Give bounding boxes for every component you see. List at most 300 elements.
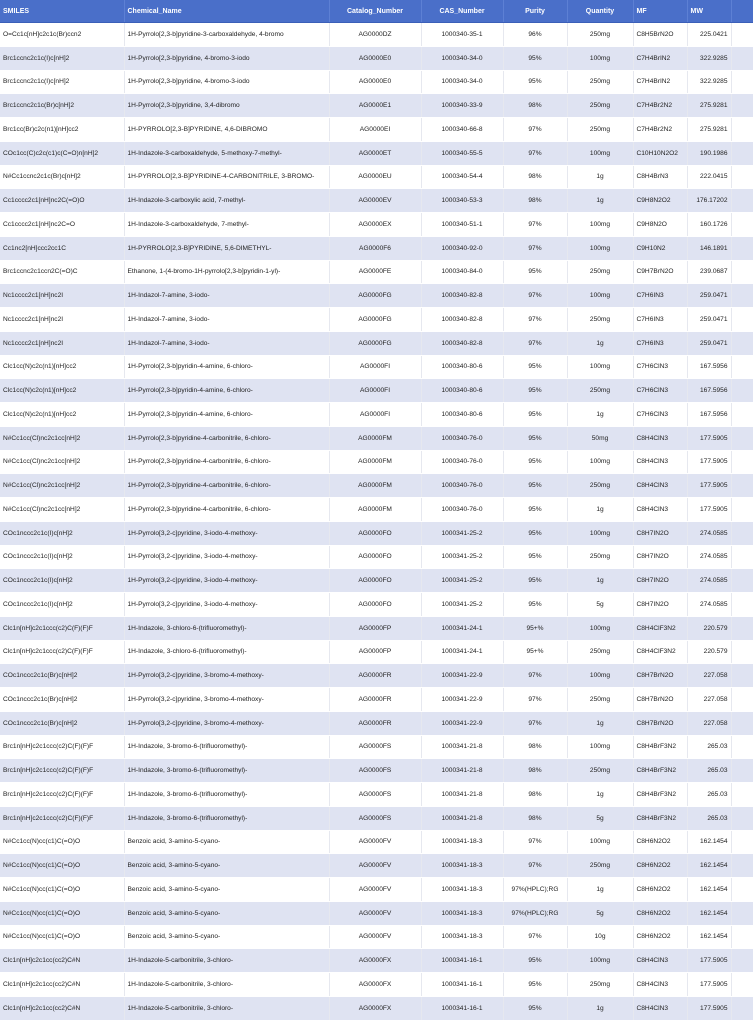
cell-mf[interactable]: C7H4BrIN2 xyxy=(633,46,687,70)
cell-mf[interactable]: C8H7IN2O xyxy=(633,593,687,617)
cell-cas-number[interactable]: 1000341-21-8 xyxy=(421,806,503,830)
cell-catalog-number[interactable]: AG0000FM xyxy=(329,426,421,450)
cell-smiles[interactable]: COc1nccc2c1c(I)c[nH]2 xyxy=(0,521,124,545)
cell-chemical-name[interactable]: 1H-Pyrrolo[2,3-b]pyridine, 4-bromo-3-iodo xyxy=(124,46,329,70)
cell-quantity[interactable]: 250mg xyxy=(567,118,633,142)
cell-cas-number[interactable]: 1000340-84-0 xyxy=(421,260,503,284)
cell-cas-number[interactable]: 1000340-76-0 xyxy=(421,450,503,474)
cell-purity[interactable]: 95+% xyxy=(503,640,567,664)
cell-catalog-number[interactable]: AG0000FG xyxy=(329,284,421,308)
cell-quantity[interactable]: 250mg xyxy=(567,688,633,712)
cell-empty[interactable] xyxy=(731,949,753,973)
cell-mw[interactable]: 177.5905 xyxy=(687,996,731,1020)
cell-quantity[interactable]: 5g xyxy=(567,806,633,830)
cell-quantity[interactable]: 100mg xyxy=(567,284,633,308)
cell-cas-number[interactable]: 1000340-54-4 xyxy=(421,165,503,189)
cell-chemical-name[interactable]: 1H-Pyrrolo[2,3-b]pyridin-4-amine, 6-chloro- xyxy=(124,379,329,403)
cell-purity[interactable]: 95% xyxy=(503,996,567,1020)
cell-empty[interactable] xyxy=(731,711,753,735)
cell-cas-number[interactable]: 1000341-24-1 xyxy=(421,616,503,640)
cell-quantity[interactable]: 100mg xyxy=(567,450,633,474)
cell-mf[interactable]: C8H4ClN3 xyxy=(633,498,687,522)
cell-chemical-name[interactable]: 1H-Pyrrolo[3,2-c]pyridine, 3-bromo-4-methoxy- xyxy=(124,711,329,735)
cell-catalog-number[interactable]: AG0000E1 xyxy=(329,94,421,118)
cell-purity[interactable]: 95% xyxy=(503,498,567,522)
cell-smiles[interactable]: Brc1cc(Br)c2c(n1)[nH]cc2 xyxy=(0,118,124,142)
cell-cas-number[interactable]: 1000341-18-3 xyxy=(421,830,503,854)
cell-catalog-number[interactable]: AG0000FP xyxy=(329,616,421,640)
cell-catalog-number[interactable]: AG0000FI xyxy=(329,355,421,379)
cell-purity[interactable]: 98% xyxy=(503,735,567,759)
cell-purity[interactable]: 97% xyxy=(503,830,567,854)
cell-catalog-number[interactable]: AG0000FM xyxy=(329,498,421,522)
cell-chemical-name[interactable]: Benzoic acid, 3-amino-5-cyano- xyxy=(124,878,329,902)
cell-cas-number[interactable]: 1000340-34-0 xyxy=(421,70,503,94)
cell-quantity[interactable]: 1g xyxy=(567,189,633,213)
cell-smiles[interactable]: Clc1n[nH]c2c1cc(cc2)C#N xyxy=(0,973,124,997)
cell-cas-number[interactable]: 1000341-24-1 xyxy=(421,640,503,664)
cell-mf[interactable]: C8H7BrN2O xyxy=(633,664,687,688)
cell-smiles[interactable]: Clc1n[nH]c2c1ccc(c2)C(F)(F)F xyxy=(0,616,124,640)
cell-mw[interactable]: 222.0415 xyxy=(687,165,731,189)
cell-purity[interactable]: 97% xyxy=(503,308,567,332)
cell-empty[interactable] xyxy=(731,783,753,807)
cell-mw[interactable]: 167.5956 xyxy=(687,379,731,403)
cell-empty[interactable] xyxy=(731,236,753,260)
cell-cas-number[interactable]: 1000340-51-1 xyxy=(421,213,503,237)
cell-purity[interactable]: 97%(HPLC);RG xyxy=(503,901,567,925)
cell-mw[interactable]: 177.5905 xyxy=(687,426,731,450)
cell-chemical-name[interactable]: 1H-Pyrrolo[2,3-b]pyridine-4-carbonitrile, 6-chloro- xyxy=(124,474,329,498)
cell-chemical-name[interactable]: 1H-Pyrrolo[3,2-c]pyridine, 3-bromo-4-methoxy- xyxy=(124,664,329,688)
cell-mf[interactable]: C9H7BrN2O xyxy=(633,260,687,284)
cell-purity[interactable]: 95% xyxy=(503,355,567,379)
cell-mf[interactable]: C9H8N2O2 xyxy=(633,189,687,213)
cell-mf[interactable]: C8H7BrN2O xyxy=(633,688,687,712)
cell-mf[interactable]: C8H5BrN2O xyxy=(633,23,687,47)
cell-cas-number[interactable]: 1000340-80-6 xyxy=(421,379,503,403)
cell-mw[interactable]: 322.9285 xyxy=(687,70,731,94)
cell-purity[interactable]: 95% xyxy=(503,379,567,403)
cell-purity[interactable]: 97% xyxy=(503,284,567,308)
cell-chemical-name[interactable]: 1H-Indazole-3-carboxaldehyde, 5-methoxy-7-methyl- xyxy=(124,141,329,165)
cell-catalog-number[interactable]: AG0000FR xyxy=(329,711,421,735)
cell-smiles[interactable]: N#Cc1cc(N)cc(c1)C(=O)O xyxy=(0,901,124,925)
cell-empty[interactable] xyxy=(731,664,753,688)
cell-catalog-number[interactable]: AG0000FE xyxy=(329,260,421,284)
cell-cas-number[interactable]: 1000340-76-0 xyxy=(421,498,503,522)
cell-catalog-number[interactable]: AG0000FS xyxy=(329,759,421,783)
cell-catalog-number[interactable]: AG0000FX xyxy=(329,973,421,997)
cell-mw[interactable]: 162.1454 xyxy=(687,830,731,854)
cell-mf[interactable]: C8H4ClN3 xyxy=(633,996,687,1020)
header-quantity[interactable]: Quantity xyxy=(567,0,633,23)
cell-chemical-name[interactable]: 1H-Indazole-5-carbonitrile, 3-chloro- xyxy=(124,996,329,1020)
cell-mw[interactable]: 220.579 xyxy=(687,616,731,640)
cell-mw[interactable]: 162.1454 xyxy=(687,925,731,949)
cell-empty[interactable] xyxy=(731,70,753,94)
cell-chemical-name[interactable]: 1H-Pyrrolo[2,3-b]pyridine-3-carboxaldehyde, 4-bromo xyxy=(124,23,329,47)
cell-purity[interactable]: 97% xyxy=(503,331,567,355)
cell-chemical-name[interactable]: 1H-Pyrrolo[3,2-c]pyridine, 3-iodo-4-methoxy- xyxy=(124,545,329,569)
cell-mw[interactable]: 275.9281 xyxy=(687,118,731,142)
cell-quantity[interactable]: 250mg xyxy=(567,854,633,878)
cell-cas-number[interactable]: 1000341-21-8 xyxy=(421,783,503,807)
cell-mf[interactable]: C9H10N2 xyxy=(633,236,687,260)
cell-catalog-number[interactable]: AG0000FG xyxy=(329,331,421,355)
cell-quantity[interactable]: 100mg xyxy=(567,616,633,640)
cell-quantity[interactable]: 250mg xyxy=(567,545,633,569)
cell-catalog-number[interactable]: AG0000FR xyxy=(329,688,421,712)
cell-quantity[interactable]: 1g xyxy=(567,878,633,902)
cell-smiles[interactable]: Nc1cccc2c1[nH]nc2I xyxy=(0,308,124,332)
cell-chemical-name[interactable]: 1H-Pyrrolo[2,3-b]pyridine-4-carbonitrile, 6-chloro- xyxy=(124,426,329,450)
cell-chemical-name[interactable]: 1H-Pyrrolo[3,2-c]pyridine, 3-iodo-4-methoxy- xyxy=(124,569,329,593)
cell-chemical-name[interactable]: 1H-PYRROLO[2,3-B]PYRIDINE-4-CARBONITRILE, 3-BROMO- xyxy=(124,165,329,189)
cell-empty[interactable] xyxy=(731,688,753,712)
cell-empty[interactable] xyxy=(731,973,753,997)
cell-cas-number[interactable]: 1000341-21-8 xyxy=(421,759,503,783)
cell-smiles[interactable]: N#Cc1cc(N)cc(c1)C(=O)O xyxy=(0,830,124,854)
cell-smiles[interactable]: Clc1n[nH]c2c1cc(cc2)C#N xyxy=(0,996,124,1020)
cell-cas-number[interactable]: 1000341-18-3 xyxy=(421,878,503,902)
cell-catalog-number[interactable]: AG0000E0 xyxy=(329,70,421,94)
cell-catalog-number[interactable]: AG0000FV xyxy=(329,925,421,949)
cell-smiles[interactable]: Clc1cc(N)c2c(n1)[nH]cc2 xyxy=(0,355,124,379)
cell-empty[interactable] xyxy=(731,854,753,878)
cell-empty[interactable] xyxy=(731,94,753,118)
cell-purity[interactable]: 95% xyxy=(503,70,567,94)
cell-mf[interactable]: C7H6IN3 xyxy=(633,331,687,355)
cell-smiles[interactable]: Clc1cc(N)c2c(n1)[nH]cc2 xyxy=(0,403,124,427)
cell-chemical-name[interactable]: 1H-Pyrrolo[2,3-b]pyridine, 3,4-dibromo xyxy=(124,94,329,118)
cell-empty[interactable] xyxy=(731,189,753,213)
cell-empty[interactable] xyxy=(731,735,753,759)
cell-mw[interactable]: 225.0421 xyxy=(687,23,731,47)
cell-mw[interactable]: 275.9281 xyxy=(687,94,731,118)
cell-mf[interactable]: C8H4ClN3 xyxy=(633,450,687,474)
cell-empty[interactable] xyxy=(731,355,753,379)
cell-quantity[interactable]: 1g xyxy=(567,331,633,355)
cell-smiles[interactable]: COc1nccc2c1c(Br)c[nH]2 xyxy=(0,688,124,712)
cell-mw[interactable]: 274.0585 xyxy=(687,569,731,593)
cell-mw[interactable]: 177.5905 xyxy=(687,949,731,973)
cell-quantity[interactable]: 1g xyxy=(567,996,633,1020)
cell-chemical-name[interactable]: 1H-Indazol-7-amine, 3-iodo- xyxy=(124,331,329,355)
cell-mw[interactable]: 265.03 xyxy=(687,806,731,830)
cell-cas-number[interactable]: 1000340-80-6 xyxy=(421,403,503,427)
cell-quantity[interactable]: 100mg xyxy=(567,664,633,688)
cell-mf[interactable]: C8H4BrF3N2 xyxy=(633,735,687,759)
cell-mf[interactable]: C7H6ClN3 xyxy=(633,403,687,427)
cell-mw[interactable]: 322.9285 xyxy=(687,46,731,70)
cell-smiles[interactable]: Clc1n[nH]c2c1ccc(c2)C(F)(F)F xyxy=(0,640,124,664)
cell-cas-number[interactable]: 1000341-16-1 xyxy=(421,973,503,997)
cell-smiles[interactable]: N#Cc1ccnc2c1c(Br)c[nH]2 xyxy=(0,165,124,189)
cell-empty[interactable] xyxy=(731,640,753,664)
header-mw[interactable]: MW xyxy=(687,0,731,23)
cell-smiles[interactable]: COc1nccc2c1c(Br)c[nH]2 xyxy=(0,664,124,688)
cell-quantity[interactable]: 100mg xyxy=(567,355,633,379)
cell-quantity[interactable]: 1g xyxy=(567,498,633,522)
cell-smiles[interactable]: O=Cc1c[nH]c2c1c(Br)ccn2 xyxy=(0,23,124,47)
cell-mf[interactable]: C8H4ClN3 xyxy=(633,474,687,498)
cell-cas-number[interactable]: 1000340-82-8 xyxy=(421,331,503,355)
cell-purity[interactable]: 97% xyxy=(503,213,567,237)
cell-cas-number[interactable]: 1000340-82-8 xyxy=(421,284,503,308)
cell-mf[interactable]: C8H7BrN2O xyxy=(633,711,687,735)
cell-purity[interactable]: 97% xyxy=(503,688,567,712)
cell-cas-number[interactable]: 1000341-25-2 xyxy=(421,569,503,593)
cell-empty[interactable] xyxy=(731,545,753,569)
cell-mf[interactable]: C7H6ClN3 xyxy=(633,355,687,379)
cell-smiles[interactable]: Brc1ccnc2c1c(I)c[nH]2 xyxy=(0,46,124,70)
cell-purity[interactable]: 97% xyxy=(503,118,567,142)
cell-empty[interactable] xyxy=(731,521,753,545)
cell-quantity[interactable]: 250mg xyxy=(567,759,633,783)
cell-empty[interactable] xyxy=(731,426,753,450)
cell-catalog-number[interactable]: AG0000FS xyxy=(329,735,421,759)
cell-smiles[interactable]: Brc1n[nH]c2c1ccc(c2)C(F)(F)F xyxy=(0,735,124,759)
cell-catalog-number[interactable]: AG0000FI xyxy=(329,403,421,427)
cell-chemical-name[interactable]: 1H-Pyrrolo[3,2-c]pyridine, 3-iodo-4-methoxy- xyxy=(124,593,329,617)
cell-chemical-name[interactable]: Benzoic acid, 3-amino-5-cyano- xyxy=(124,901,329,925)
cell-cas-number[interactable]: 1000340-76-0 xyxy=(421,426,503,450)
cell-empty[interactable] xyxy=(731,308,753,332)
cell-cas-number[interactable]: 1000340-35-1 xyxy=(421,23,503,47)
cell-mf[interactable]: C7H6IN3 xyxy=(633,308,687,332)
cell-cas-number[interactable]: 1000341-25-2 xyxy=(421,521,503,545)
cell-purity[interactable]: 97% xyxy=(503,236,567,260)
cell-smiles[interactable]: N#Cc1cc(Cl)nc2c1cc[nH]2 xyxy=(0,498,124,522)
cell-catalog-number[interactable]: AG0000FX xyxy=(329,996,421,1020)
cell-catalog-number[interactable]: AG0000EI xyxy=(329,118,421,142)
cell-mf[interactable]: C8H6N2O2 xyxy=(633,854,687,878)
cell-empty[interactable] xyxy=(731,450,753,474)
cell-catalog-number[interactable]: AG0000FO xyxy=(329,545,421,569)
cell-mw[interactable]: 167.5956 xyxy=(687,403,731,427)
cell-cas-number[interactable]: 1000340-53-3 xyxy=(421,189,503,213)
cell-mf[interactable]: C8H6N2O2 xyxy=(633,925,687,949)
cell-smiles[interactable]: Brc1n[nH]c2c1ccc(c2)C(F)(F)F xyxy=(0,806,124,830)
cell-mw[interactable]: 177.5905 xyxy=(687,450,731,474)
cell-chemical-name[interactable]: 1H-Indazol-7-amine, 3-iodo- xyxy=(124,308,329,332)
cell-quantity[interactable]: 10g xyxy=(567,925,633,949)
cell-empty[interactable] xyxy=(731,118,753,142)
cell-cas-number[interactable]: 1000341-25-2 xyxy=(421,545,503,569)
cell-catalog-number[interactable]: AG0000EU xyxy=(329,165,421,189)
cell-mw[interactable]: 227.058 xyxy=(687,711,731,735)
cell-quantity[interactable]: 100mg xyxy=(567,141,633,165)
cell-chemical-name[interactable]: 1H-Pyrrolo[2,3-b]pyridine, 4-bromo-3-iodo xyxy=(124,70,329,94)
cell-empty[interactable] xyxy=(731,569,753,593)
cell-purity[interactable]: 97% xyxy=(503,854,567,878)
cell-chemical-name[interactable]: Benzoic acid, 3-amino-5-cyano- xyxy=(124,854,329,878)
cell-smiles[interactable]: Cc1nc2[nH]ccc2cc1C xyxy=(0,236,124,260)
cell-purity[interactable]: 95% xyxy=(503,521,567,545)
cell-purity[interactable]: 95% xyxy=(503,426,567,450)
cell-cas-number[interactable]: 1000340-55-5 xyxy=(421,141,503,165)
cell-quantity[interactable]: 1g xyxy=(567,165,633,189)
cell-chemical-name[interactable]: 1H-Pyrrolo[2,3-b]pyridine-4-carbonitrile, 6-chloro- xyxy=(124,450,329,474)
cell-smiles[interactable]: Brc1ccnc2c1c(I)c[nH]2 xyxy=(0,70,124,94)
cell-cas-number[interactable]: 1000340-66-8 xyxy=(421,118,503,142)
cell-quantity[interactable]: 100mg xyxy=(567,830,633,854)
cell-catalog-number[interactable]: AG0000FO xyxy=(329,569,421,593)
cell-quantity[interactable]: 5g xyxy=(567,901,633,925)
cell-catalog-number[interactable]: AG0000FV xyxy=(329,830,421,854)
cell-purity[interactable]: 95% xyxy=(503,46,567,70)
cell-purity[interactable]: 95% xyxy=(503,593,567,617)
cell-smiles[interactable]: Brc1n[nH]c2c1ccc(c2)C(F)(F)F xyxy=(0,759,124,783)
cell-empty[interactable] xyxy=(731,46,753,70)
cell-mf[interactable]: C8H4ClN3 xyxy=(633,973,687,997)
cell-quantity[interactable]: 100mg xyxy=(567,735,633,759)
cell-chemical-name[interactable]: 1H-Pyrrolo[2,3-b]pyridine-4-carbonitrile, 6-chloro- xyxy=(124,498,329,522)
cell-smiles[interactable]: Nc1cccc2c1[nH]nc2I xyxy=(0,284,124,308)
cell-empty[interactable] xyxy=(731,403,753,427)
cell-chemical-name[interactable]: 1H-PYRROLO[2,3-B]PYRIDINE, 5,6-DIMETHYL- xyxy=(124,236,329,260)
cell-purity[interactable]: 98% xyxy=(503,165,567,189)
cell-purity[interactable]: 97% xyxy=(503,711,567,735)
cell-mw[interactable]: 265.03 xyxy=(687,783,731,807)
cell-purity[interactable]: 95% xyxy=(503,403,567,427)
cell-chemical-name[interactable]: Benzoic acid, 3-amino-5-cyano- xyxy=(124,830,329,854)
cell-purity[interactable]: 95% xyxy=(503,545,567,569)
cell-quantity[interactable]: 100mg xyxy=(567,46,633,70)
cell-chemical-name[interactable]: 1H-Indazole, 3-bromo-6-(trifluoromethyl)- xyxy=(124,735,329,759)
cell-mf[interactable]: C8H4ClN3 xyxy=(633,426,687,450)
cell-chemical-name[interactable]: 1H-Indazole, 3-bromo-6-(trifluoromethyl)- xyxy=(124,783,329,807)
cell-empty[interactable] xyxy=(731,925,753,949)
cell-mf[interactable]: C7H4Br2N2 xyxy=(633,94,687,118)
cell-smiles[interactable]: Brc1n[nH]c2c1ccc(c2)C(F)(F)F xyxy=(0,783,124,807)
cell-mw[interactable]: 265.03 xyxy=(687,735,731,759)
cell-mf[interactable]: C8H4BrF3N2 xyxy=(633,759,687,783)
cell-mw[interactable]: 259.0471 xyxy=(687,308,731,332)
cell-chemical-name[interactable]: 1H-Pyrrolo[3,2-c]pyridine, 3-iodo-4-methoxy- xyxy=(124,521,329,545)
cell-quantity[interactable]: 1g xyxy=(567,403,633,427)
cell-catalog-number[interactable]: AG0000FG xyxy=(329,308,421,332)
cell-quantity[interactable]: 250mg xyxy=(567,474,633,498)
cell-catalog-number[interactable]: AG0000FI xyxy=(329,379,421,403)
cell-empty[interactable] xyxy=(731,474,753,498)
cell-catalog-number[interactable]: AG0000EX xyxy=(329,213,421,237)
cell-empty[interactable] xyxy=(731,284,753,308)
cell-smiles[interactable]: Cc1cccc2c1[nH]nc2C(=O)O xyxy=(0,189,124,213)
cell-chemical-name[interactable]: 1H-Pyrrolo[2,3-b]pyridin-4-amine, 6-chloro- xyxy=(124,355,329,379)
cell-smiles[interactable]: COc1nccc2c1c(I)c[nH]2 xyxy=(0,593,124,617)
cell-mw[interactable]: 162.1454 xyxy=(687,854,731,878)
cell-cas-number[interactable]: 1000341-18-3 xyxy=(421,901,503,925)
cell-purity[interactable]: 95% xyxy=(503,569,567,593)
cell-mf[interactable]: C8H7IN2O xyxy=(633,569,687,593)
cell-empty[interactable] xyxy=(731,379,753,403)
cell-quantity[interactable]: 100mg xyxy=(567,521,633,545)
cell-chemical-name[interactable]: 1H-Pyrrolo[2,3-b]pyridin-4-amine, 6-chloro- xyxy=(124,403,329,427)
cell-quantity[interactable]: 250mg xyxy=(567,94,633,118)
cell-mw[interactable]: 177.5905 xyxy=(687,474,731,498)
cell-mw[interactable]: 239.0687 xyxy=(687,260,731,284)
cell-mf[interactable]: C8H7IN2O xyxy=(633,521,687,545)
cell-mf[interactable]: C8H4BrF3N2 xyxy=(633,783,687,807)
cell-smiles[interactable]: COc1nccc2c1c(I)c[nH]2 xyxy=(0,569,124,593)
cell-catalog-number[interactable]: AG0000FM xyxy=(329,474,421,498)
cell-smiles[interactable]: N#Cc1cc(Cl)nc2c1cc[nH]2 xyxy=(0,426,124,450)
cell-purity[interactable]: 97% xyxy=(503,925,567,949)
cell-smiles[interactable]: Brc1ccnc2c1c(Br)c[nH]2 xyxy=(0,94,124,118)
cell-cas-number[interactable]: 1000341-22-9 xyxy=(421,664,503,688)
cell-cas-number[interactable]: 1000341-22-9 xyxy=(421,711,503,735)
cell-mw[interactable]: 167.5956 xyxy=(687,355,731,379)
cell-empty[interactable] xyxy=(731,996,753,1020)
cell-smiles[interactable]: Clc1cc(N)c2c(n1)[nH]cc2 xyxy=(0,379,124,403)
cell-quantity[interactable]: 100mg xyxy=(567,213,633,237)
cell-catalog-number[interactable]: AG0000FO xyxy=(329,593,421,617)
cell-catalog-number[interactable]: AG0000FS xyxy=(329,806,421,830)
cell-mf[interactable]: C8H4ClF3N2 xyxy=(633,616,687,640)
cell-mw[interactable]: 220.579 xyxy=(687,640,731,664)
cell-mw[interactable]: 274.0585 xyxy=(687,521,731,545)
cell-purity[interactable]: 95% xyxy=(503,949,567,973)
cell-purity[interactable]: 97%(HPLC);RG xyxy=(503,878,567,902)
cell-mf[interactable]: C7H6ClN3 xyxy=(633,379,687,403)
cell-catalog-number[interactable]: AG0000ET xyxy=(329,141,421,165)
cell-empty[interactable] xyxy=(731,806,753,830)
cell-cas-number[interactable]: 1000341-16-1 xyxy=(421,949,503,973)
cell-mf[interactable]: C8H4ClN3 xyxy=(633,949,687,973)
cell-mw[interactable]: 259.0471 xyxy=(687,331,731,355)
cell-mf[interactable]: C7H4Br2N2 xyxy=(633,118,687,142)
cell-purity[interactable]: 95% xyxy=(503,450,567,474)
cell-catalog-number[interactable]: AG0000FV xyxy=(329,901,421,925)
cell-quantity[interactable]: 250mg xyxy=(567,379,633,403)
cell-chemical-name[interactable]: 1H-Indazole, 3-chloro-6-(trifluoromethyl)- xyxy=(124,616,329,640)
cell-purity[interactable]: 97% xyxy=(503,141,567,165)
cell-purity[interactable]: 95+% xyxy=(503,616,567,640)
cell-smiles[interactable]: Nc1cccc2c1[nH]nc2I xyxy=(0,331,124,355)
cell-mw[interactable]: 146.1891 xyxy=(687,236,731,260)
cell-quantity[interactable]: 250mg xyxy=(567,260,633,284)
cell-cas-number[interactable]: 1000341-18-3 xyxy=(421,854,503,878)
cell-mf[interactable]: C8H4BrN3 xyxy=(633,165,687,189)
cell-chemical-name[interactable]: 1H-Indazol-7-amine, 3-iodo- xyxy=(124,284,329,308)
cell-chemical-name[interactable]: Benzoic acid, 3-amino-5-cyano- xyxy=(124,925,329,949)
cell-chemical-name[interactable]: 1H-Pyrrolo[3,2-c]pyridine, 3-bromo-4-methoxy- xyxy=(124,688,329,712)
cell-quantity[interactable]: 250mg xyxy=(567,308,633,332)
cell-catalog-number[interactable]: AG0000FX xyxy=(329,949,421,973)
cell-cas-number[interactable]: 1000340-80-6 xyxy=(421,355,503,379)
cell-smiles[interactable]: N#Cc1cc(N)cc(c1)C(=O)O xyxy=(0,925,124,949)
cell-mf[interactable]: C8H6N2O2 xyxy=(633,878,687,902)
header-cas-number[interactable]: CAS_Number xyxy=(421,0,503,23)
cell-mw[interactable]: 265.03 xyxy=(687,759,731,783)
header-mf[interactable]: MF xyxy=(633,0,687,23)
cell-smiles[interactable]: COc1nccc2c1c(I)c[nH]2 xyxy=(0,545,124,569)
header-smiles[interactable]: SMILES xyxy=(0,0,124,23)
cell-mw[interactable]: 274.0585 xyxy=(687,593,731,617)
cell-mf[interactable]: C8H4ClF3N2 xyxy=(633,640,687,664)
cell-cas-number[interactable]: 1000341-18-3 xyxy=(421,925,503,949)
cell-catalog-number[interactable]: AG0000FR xyxy=(329,664,421,688)
header-catalog-number[interactable]: Catalog_Number xyxy=(329,0,421,23)
cell-cas-number[interactable]: 1000341-25-2 xyxy=(421,593,503,617)
cell-empty[interactable] xyxy=(731,165,753,189)
cell-empty[interactable] xyxy=(731,593,753,617)
cell-purity[interactable]: 95% xyxy=(503,474,567,498)
cell-cas-number[interactable]: 1000340-33-9 xyxy=(421,94,503,118)
cell-smiles[interactable]: N#Cc1cc(N)cc(c1)C(=O)O xyxy=(0,878,124,902)
